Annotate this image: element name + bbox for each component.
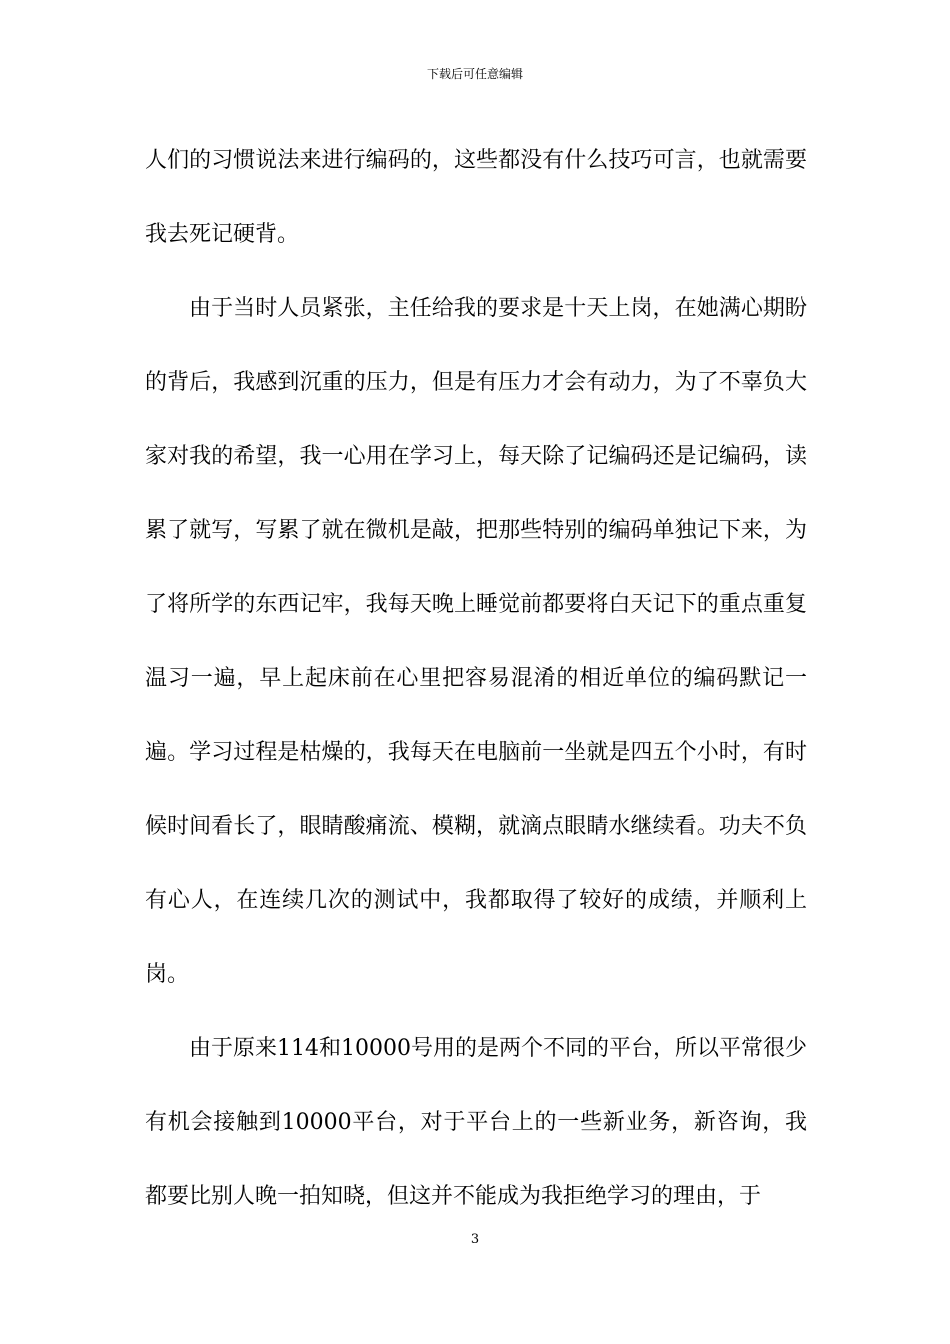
paragraph-3: 由于原来114和10000号用的是两个不同的平台，所以平常很少有机会接触到10000平台，对于平台上的一些新业务，新咨询，我都要比别人晚一拍知晓，但这并不能成为我拒绝学习的理由，于 xyxy=(145,1036,807,1209)
paragraph-1: 人们的习惯说法来进行编码的，这些都没有什么技巧可言，也就需要我去死记硬背。 xyxy=(145,148,807,247)
page-number: 3 xyxy=(470,1232,480,1247)
paragraph-2: 由于当时人员紧张，主任给我的要求是十天上岗，在她满心期盼的背后，我感到沉重的压力，但是有压力才会有动力，为了不辜负大家对我的希望，我一心用在学习上，每天除了记编码还是记编码，读累了就写，写累了就在微机是敲，把那些特别的编码单独记下来，为了将所学的东西记牢，我每天晚上睡觉前都要将白天记下的重点重复温习一遍，早上起床前在心里把容易混淆的相近单位的编码默记一遍。学习过程是枯燥的，我每天在电脑前一坐就是四五个小时，有时候时间看长了，眼睛酸痛流、模糊，就滴点眼睛水继续看。功夫不负有心人，在连续几次的测试中，我都取得了较好的成绩，并顺利上岗。 xyxy=(145,296,807,987)
body-text xyxy=(145,124,807,1234)
page-header: 下载后可任意编辑 xyxy=(426,67,523,81)
